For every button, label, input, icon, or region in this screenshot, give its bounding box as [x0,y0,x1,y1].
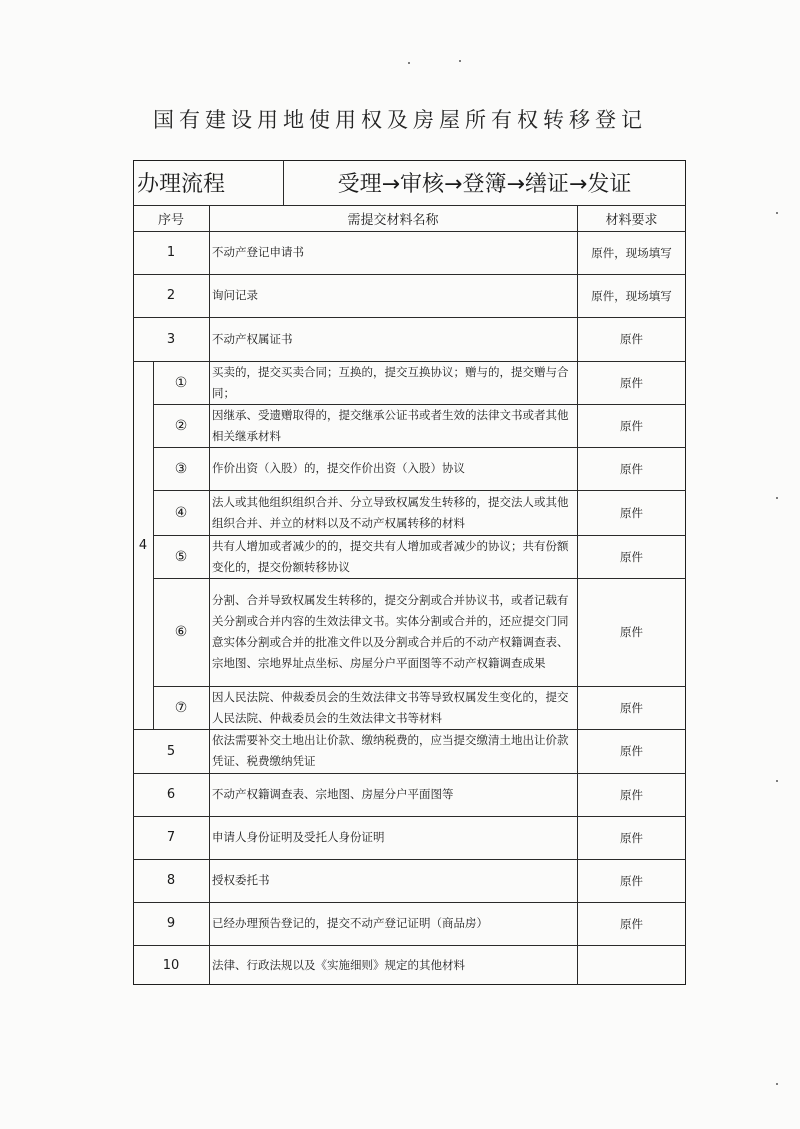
row-9-requirement: 原件 [620,916,643,931]
row-4-5-requirement: 原件 [620,549,643,564]
row-4-1-requirement: 原件 [620,375,643,390]
row-2-requirement: 原件，现场填写 [591,288,672,303]
row-4-2-number: ② [174,417,188,434]
row-4-2-requirement: 原件 [620,418,643,433]
row-4-7-requirement: 原件 [620,700,643,715]
scan-speck [408,62,410,64]
row-2-material: 询问记录 [212,288,258,302]
row-4-4-requirement: 原件 [620,505,643,520]
row-10-number: 10 [162,957,180,973]
row-4-1-material: 买卖的，提交买卖合同；互换的，提交互换协议；赠与的，提交赠与合同； [212,364,569,400]
row-4-5-number: ⑤ [174,548,188,565]
row-3-material: 不动产权属证书 [212,331,293,346]
row-3-number: 3 [166,331,176,347]
row-6-material: 不动产权籍调查表、宗地图、房屋分户平面图等 [212,787,454,801]
row-4-7-number: ⑦ [174,699,188,716]
scan-speck [459,60,461,62]
row-5-number: 5 [166,743,176,759]
row-2-number: 2 [166,288,176,303]
row-5-material: 依法需要补交土地出让价款、缴纳税费的，应当提交缴清土地出让价款凭证、税费缴纳凭证 [212,733,569,768]
row-5-requirement: 原件 [620,744,643,758]
row-4-5-material: 共有人增加或者减少的的，提交共有人增加或者减少的协议；共有份额变化的，提交份额转移协议 [212,538,569,574]
process-label: 办理流程 [137,172,226,197]
column-header-materials: 需提交材料名称 [347,212,439,228]
row-7-number: 7 [166,830,176,845]
row-7-material: 申请人身份证明及受托人身份证明 [212,830,385,844]
row-8-requirement: 原件 [620,873,643,888]
scan-speck [776,497,778,499]
row-4-6-number: ⑥ [174,624,188,640]
row-1-number: 1 [166,245,176,260]
row-4-1-number: ① [174,374,188,391]
row-4-4-number: ④ [174,504,188,521]
row-6-requirement: 原件 [620,787,643,802]
row-8-number: 8 [166,873,176,888]
row-4-number: 4 [138,537,148,553]
row-4-3-material: 作价出资（入股）的，提交作价出资（入股）协议 [212,461,465,475]
column-header-seq: 序号 [157,212,184,228]
page-title: 国有建设用地使用权及房屋所有权转移登记 [153,108,647,132]
row-9-number: 9 [166,916,176,931]
scan-speck [776,780,778,782]
row-4-4-material: 法人或其他组织组织合并、分立导致权属发生转移的，提交法人或其他组织合并、并立的材料以及不动产权属转移的材料 [212,494,569,530]
row-1-material: 不动产登记申请书 [212,245,304,259]
row-4-3-number: ③ [174,460,188,477]
row-1-requirement: 原件，现场填写 [591,245,672,260]
row-4-6-requirement: 原件 [620,625,643,639]
row-3-requirement: 原件 [620,332,643,346]
row-4-3-requirement: 原件 [620,461,643,476]
process-flow: 受理→审核→登簿→缮证→发证 [337,172,632,197]
row-10-requirement [577,945,686,985]
row-6-number: 6 [166,787,176,802]
row-7-requirement: 原件 [620,830,643,845]
column-header-requirement: 材料要求 [605,212,658,228]
scan-speck [776,212,778,214]
row-4-7-material: 因人民法院、仲裁委员会的生效法律文书等导致权属发生变化的，提交人民法院、仲裁委员会的生效法律文书等材料 [212,689,569,725]
row-4-6-material: 分割、合并导致权属发生转移的，提交分割或合并协议书，或者记载有关分割或合并内容的生效法律文书。实体分割或合并的，还应提交门同意实体分割或合并的批准文件以及分割或合并后的不动产权籍调查表、宗地图、宗地界址点坐标、房屋分户平面图等不动产权籍调查成果 [212,593,569,670]
row-4-2-material: 因继承、受遗赠取得的，提交继承公证书或者生效的法律文书或者其他相关继承材料 [212,407,569,443]
scan-speck [776,1083,778,1085]
row-9-material: 已经办理预告登记的，提交不动产登记证明（商品房） [212,916,488,930]
row-10-material: 法律、行政法规以及《实施细则》规定的其他材料 [212,957,465,972]
row-8-material: 授权委托书 [212,873,270,887]
